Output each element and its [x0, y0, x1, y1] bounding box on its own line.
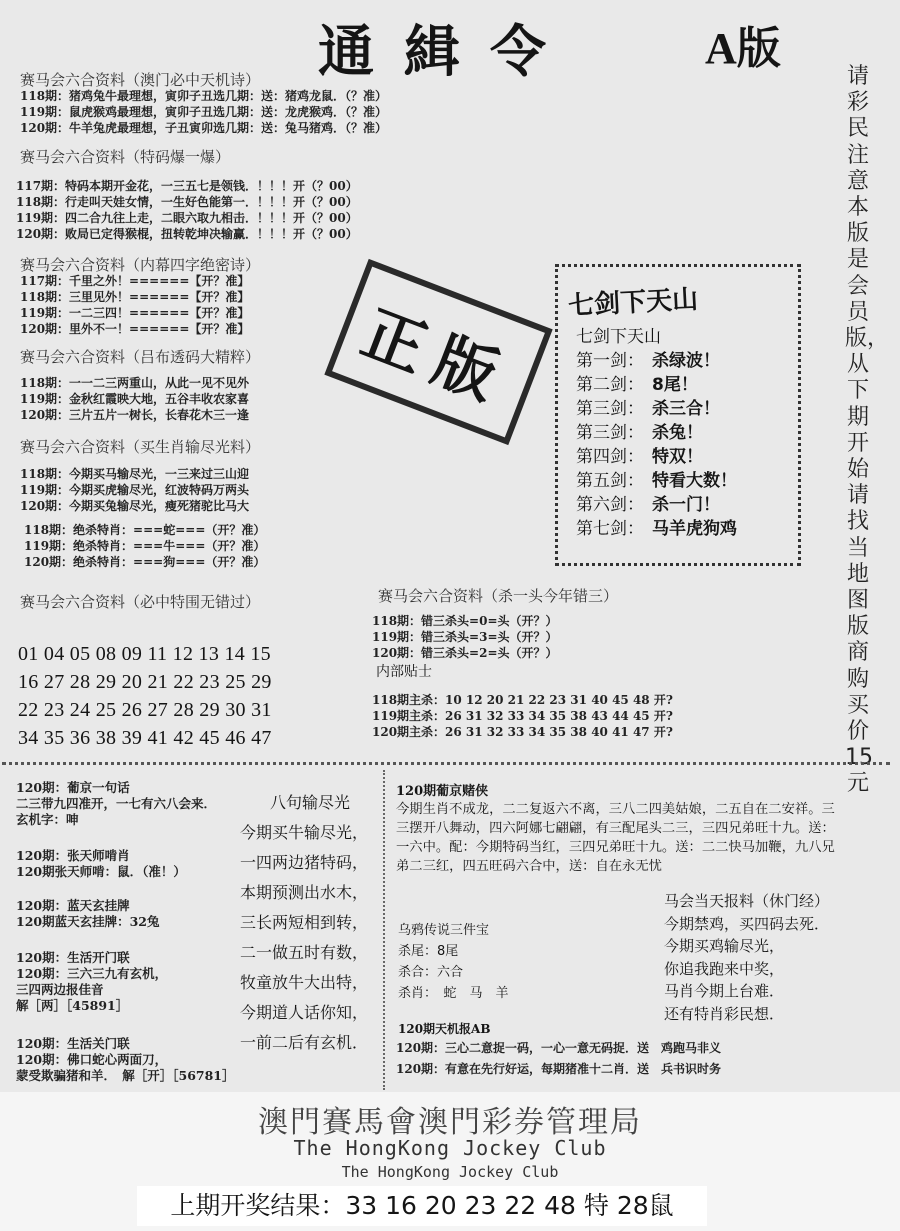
section-title-head: 赛马会六合资料（杀一头今年错三） — [378, 587, 619, 605]
horse-poem-title: 马会当天报料（休门经） — [664, 892, 830, 910]
english-name-small: The HongKong Jockey Club — [341, 1163, 559, 1181]
poem-line: 牧童放牛大出特， — [240, 973, 369, 992]
list-item: 120期：生活关门联 — [16, 1036, 130, 1051]
sword-label: 第四剑： — [576, 447, 644, 467]
genuine-stamp: 正版 — [324, 259, 552, 445]
list-item: 120期：张天师啃肖 — [16, 848, 130, 863]
list-item: 119期：四二合九往上走，二眼六取九相击．！！！开（？00） — [16, 211, 358, 225]
poem-line: 一四两边猪特码， — [240, 853, 369, 872]
horse-poem — [664, 890, 829, 1025]
crow-line: 杀尾：8尾 — [398, 944, 459, 959]
list-item: 120期：三心二意捉一码，一心一意无码捉．送 鸡跑马非义 — [396, 1041, 722, 1055]
list-item: 120期蓝天玄挂牌：32兔 — [16, 914, 160, 929]
number-row: 16 27 28 29 20 21 22 23 25 29 — [18, 671, 272, 693]
sword-item — [576, 346, 720, 371]
gamble-text: 今期生肖不成龙，二二复返六不离，三八二四美姑娘，二五自在二安祥。三三摆开八舞动，四六阿娜七翩翩，有三配尾头二三，三四兄弟旺十九。送：一六中。配：今期特码当红，三四兄弟旺十九。送：二二快马加鞭，九八兄弟二三红，四五旺码六合中，送：自在永无忧 — [396, 802, 835, 874]
sword-item — [576, 514, 737, 539]
list-item: 120期：有意在先行好运，每期猪准十二肖．送 兵书识时务 — [396, 1062, 722, 1076]
sword-value: 马羊虎狗鸡 — [652, 519, 737, 539]
buy-list — [20, 466, 249, 514]
list-item: 117期：千里之外！======【开？准】 — [20, 274, 250, 288]
list-item: 二三带九四准开，一七有六八会来． — [16, 796, 217, 811]
list-item: 120期：今期买兔输尽光，瘦死猪驼比马大 — [20, 499, 250, 513]
list-item: 119期：今期买虎输尽光，红波特码万两头 — [20, 483, 250, 497]
list-item: 120期：三六三九有玄机， — [16, 966, 168, 981]
sword-value: 杀兔！ — [652, 423, 703, 443]
section-title-buy: 赛马会六合资料（买生肖输尽光料） — [20, 438, 261, 456]
vertical-notice: 请彩民注意本版是会员版，从下期开始请找当地图版商购买价15元 — [845, 64, 890, 797]
poem-line: 本期预测出水木， — [240, 883, 369, 902]
list-item: 120期：三片五片一树长，长春花木三一逢 — [20, 408, 250, 422]
sword-label: 第三剑： — [576, 399, 644, 419]
tianji-title: 120期天机报AB — [398, 1022, 491, 1036]
sword-item — [576, 394, 720, 419]
sword-label: 第六剑： — [576, 495, 644, 515]
poem-line: 今期道人话你知， — [240, 1003, 369, 1022]
section-title-poem: 赛马会六合资料（澳门必中天机诗） — [20, 71, 261, 89]
horse-poem-line: 马肖今期上台难． — [664, 982, 785, 1000]
list-item: 118期：一一二三两重山，从此一见不见外 — [20, 376, 250, 390]
poem-line: 二一做五时有数， — [240, 943, 369, 962]
sword-item — [576, 442, 703, 467]
column-divider — [383, 770, 385, 1090]
sword-heading: 七剑下天山 — [567, 284, 699, 322]
section-title-must: 赛马会六合资料（必中特围无错过） — [20, 593, 261, 611]
list-item: 118期：今期买马输尽光，一三来过三山迎 — [20, 467, 250, 481]
list-item: 120期张天师啃：鼠．（准！） — [16, 864, 186, 879]
list-item: 117期：特码本期开金花，一三五七是领钱．！！！开（？00） — [16, 179, 358, 193]
list-item: 119期：金秋红霞映大地，五谷丰收农家喜 — [20, 392, 250, 406]
last-draw-results: 上期开奖结果：33 16 20 23 22 48 特 28鼠 — [137, 1186, 707, 1226]
sword-value: 杀三合！ — [652, 399, 720, 419]
list-item: 119期：错三杀头=3=头（开？） — [372, 630, 558, 644]
list-item: 120期：败局已定得猴棍，扭转乾坤决输赢．！！！开（？00） — [16, 227, 358, 241]
list-item: 118期主杀：10 12 20 21 22 23 31 40 45 48 开? — [372, 693, 673, 707]
list-item: 120期：蓝天玄挂牌 — [16, 898, 130, 913]
poem-title: 八句输尽光 — [270, 793, 351, 812]
sword-label: 第三剑： — [576, 423, 644, 443]
sword-label: 第七剑： — [576, 519, 644, 539]
list-item: 玄机字：呻 — [16, 812, 79, 827]
crow-line: 杀合：六合 — [398, 965, 464, 980]
secret-list — [20, 273, 249, 337]
organization-name: 澳門賽馬會澳門彩券管理局 — [258, 1105, 642, 1140]
sword-value: 特双！ — [652, 447, 703, 467]
list-item: 120期：牛羊兔虎最理想，子丑寅卯选几期：送：兔马猪鸡．（？准） — [20, 121, 388, 135]
crow-block — [398, 920, 509, 1004]
poem-line: 三长两短相到转， — [240, 913, 369, 932]
list-item: 三四两边报佳音 — [16, 982, 104, 997]
horse-poem-line: 今期买鸡输尽光， — [664, 937, 785, 955]
number-row: 34 35 36 38 39 41 42 45 46 47 — [18, 727, 272, 749]
lubu-list — [20, 375, 249, 423]
list-item: 120期：错三杀头=2=头（开？） — [372, 646, 558, 660]
sword-item — [576, 370, 698, 395]
list-item: 解［两］［45891］ — [16, 998, 129, 1013]
block-open-couplet — [16, 950, 167, 1014]
sword-value: 特看大数！ — [652, 471, 737, 491]
sword-subtitle: 七剑下天山 — [576, 327, 661, 347]
sword-label: 第二剑： — [576, 375, 644, 395]
list-item: 119期：鼠虎猴鸡最理想，寅卯子丑选几期：送：龙虎猴鸡．（？准） — [20, 105, 388, 119]
horse-poem-line: 今期禁鸡，买四码去死． — [664, 914, 830, 933]
section-title-secret: 赛马会六合资料（内幕四字绝密诗） — [20, 256, 261, 274]
section-divider — [2, 762, 890, 765]
gamble-title: 120期葡京赌侠 — [396, 784, 489, 799]
block-close-couplet — [16, 1036, 235, 1084]
list-item: 118期：错三杀头=0=头（开？） — [372, 614, 558, 628]
block-zhang — [16, 848, 186, 880]
edition-label: A版 — [705, 24, 781, 73]
sword-label: 第一剑： — [576, 351, 644, 371]
section-title-special: 赛马会六合资料（特码爆一爆） — [20, 148, 231, 166]
poem-list — [20, 88, 387, 136]
list-item: 120期：佛口蛇心两面刀， — [16, 1052, 168, 1067]
number-row: 01 04 05 08 09 11 12 13 14 15 — [18, 643, 271, 665]
kill-list — [24, 522, 265, 570]
page-title: 通緝令 — [318, 19, 576, 85]
crow-title: 乌鸦传说三件宝 — [398, 923, 490, 938]
list-item: 120期：生活开门联 — [16, 950, 130, 965]
list-item: 120期：里外不一！======【开？准】 — [20, 322, 250, 336]
block-bluesky — [16, 898, 160, 930]
list-item: 119期：绝杀特肖：===牛===（开？准） — [24, 539, 266, 553]
horse-poem-line: 还有特肖彩民想． — [664, 1004, 785, 1023]
block-portuguese-line — [16, 780, 216, 828]
list-item: 蒙受欺骗猪和羊． 解［开］［56781］ — [16, 1068, 235, 1083]
list-item: 118期：绝杀特肖：===蛇===（开？准） — [24, 523, 266, 537]
eight-line-poem — [240, 788, 368, 1058]
poem-line: 今期买牛输尽光， — [240, 823, 369, 842]
list-item: 119期：一二三四！======【开？准】 — [20, 306, 250, 320]
list-item: 120期：葡京一句话 — [16, 780, 130, 795]
horse-poem-line: 你追我跑来中奖， — [664, 959, 785, 978]
tianji-list — [396, 1038, 721, 1080]
list-item: 120期主杀：26 31 32 33 34 35 38 40 41 47 开? — [372, 725, 673, 739]
number-grid — [18, 643, 272, 755]
sword-label: 第五剑： — [576, 471, 644, 491]
poem-line: 一前二后有玄机． — [240, 1033, 369, 1052]
main-kill-list — [372, 692, 673, 740]
special-list — [16, 178, 358, 242]
inside-tips-label: 内部贴士 — [376, 664, 432, 680]
list-item: 120期：绝杀特肖：===狗===（开？准） — [24, 555, 266, 569]
sword-item — [576, 490, 720, 515]
number-row: 22 23 24 25 26 27 28 29 30 31 — [18, 699, 272, 721]
sword-item — [576, 466, 737, 491]
list-item: 119期主杀：26 31 32 33 34 35 38 43 44 45 开? — [372, 709, 673, 723]
list-item: 118期：行走叫天娃女情，一生好色能第一．！！！开（？00） — [16, 195, 358, 209]
sword-item — [576, 418, 703, 443]
sword-value: 8尾！ — [652, 375, 698, 395]
list-item: 118期：猪鸡兔牛最理想，寅卯子丑选几期：送：猪鸡龙鼠．（？准） — [20, 89, 388, 103]
section-title-lubu: 赛马会六合资料（吕布透码大精粹） — [20, 348, 261, 366]
sword-value: 杀一门！ — [652, 495, 720, 515]
crow-line: 杀肖： 蛇 马 羊 — [398, 986, 509, 1001]
english-name: The HongKong Jockey Club — [293, 1136, 607, 1160]
sword-value: 杀绿波！ — [652, 351, 720, 371]
head-list — [372, 613, 558, 661]
list-item: 118期：三里见外！======【开？准】 — [20, 290, 250, 304]
